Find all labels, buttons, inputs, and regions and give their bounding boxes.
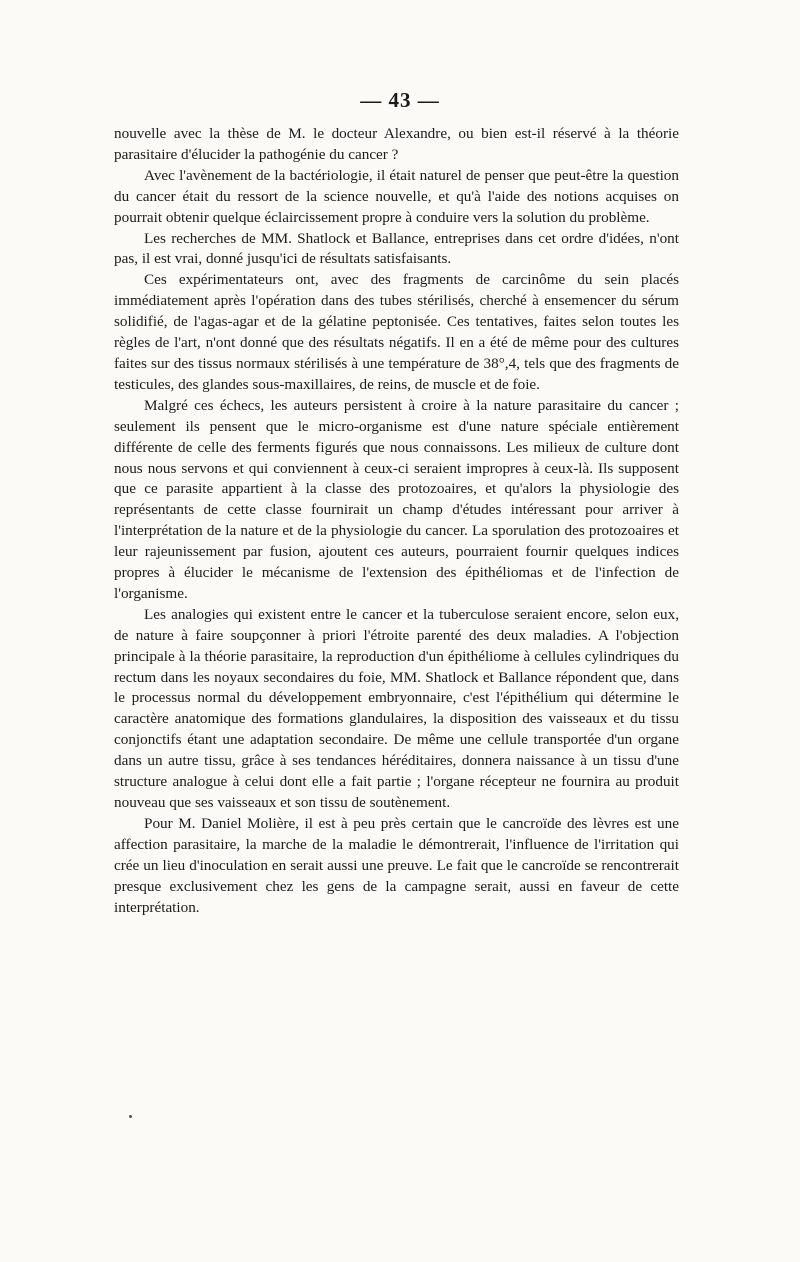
paragraph-continuation: nouvelle avec la thèse de M. le docteur Alexandre, ou bien est-il réservé à la théorie parasitaire d'élucider la pathogénie du cancer ? xyxy=(114,125,679,163)
page-number: — 43 — xyxy=(360,88,440,112)
ink-speck xyxy=(129,1115,132,1118)
paragraph-moliere: Pour M. Daniel Molière, il est à peu près certain que le cancroïde des lèvres est une affection parasitaire, la marche de la maladie le démontrerait, l'influence de l'irritation qui crée un lieu d'inoculation en serait aussi une preuve. Le fait que le cancroïde se rencontrerait presque exclusivement chez les gens de la campagne serait, aussi en faveur de cette interprétation. xyxy=(114,814,679,916)
paragraph-tuberculosis-analogy: Les analogies qui existent entre le cancer et la tuberculose seraient encore, selon eux, de nature à faire soupçonner à priori l'étroite parenté des deux maladies. A l'objection principale à la théorie parasitaire, la reproduction d'un épithéliome à cellules cylindriques du rectum dans les noyaux secondaires du foie, MM. Shatlock et Ballance répondent que, dans le processus normal du développement embryonnaire, c'est l'épithélium qui détermine le caractère anatomique des formations glandulaires, la disposition des vaisseaux et du tissu conjonctifs étant une adaptation secondaire. De même une cellule transportée d'un organe dans un autre tissu, grâce à ses tendances héréditaires, donnera naissance à un tissu d'une structure analogue à celui dont elle a fait partie ; l'organe récepteur ne fournira au produit nouveau que ses vaisseaux et son tissu de soutènement. xyxy=(114,605,679,811)
paragraph-bacteriology: Avec l'avènement de la bactériologie, il était naturel de penser que peut-être la question du cancer était du ressort de la science nouvelle, et qu'à l'aide des notions acquises on pourrait obtenir quelque éclaircissement propre à conduire vers la solution du problème. xyxy=(114,166,679,226)
paragraph-shatlock-ballance: Les recherches de MM. Shatlock et Ballance, entreprises dans cet ordre d'idées, n'ont pas, il est vrai, donné jusqu'ici de résultats satisfaisants. xyxy=(114,229,679,268)
body-text xyxy=(114,124,679,918)
paragraph-protozoa: Malgré ces échecs, les auteurs persistent à croire à la nature parasitaire du cancer ; seulement ils pensent que le micro-organisme est d'une nature spéciale entièrement différente de celle des ferments figurés que nous connaissons. Les milieux de culture dont nous nous servons et qui conviennent à ceux-ci seraient impropres à ceux-là. Ils supposent que ce parasite appartient à la classe des protozoaires, et qu'alors la physiologie des représentants de cette classe fournirait un champ d'études intéressant pour arriver à l'interprétation de la nature et de la physiologie du cancer. La sporulation des protozoaires et leur rajeunissement par fusion, ajoutent ces auteurs, pourraient fournir quelques indices propres à élucider le mécanisme de l'extension des épithéliomas et de l'infection de l'organisme. xyxy=(114,396,679,602)
paragraph-experiments: Ces expérimentateurs ont, avec des fragments de carcinôme du sein placés immédiatement après l'opération dans des tubes stérilisés, cherché à ensemencer du sérum solidifié, de l'agas-agar et de la gélatine peptonisée. Ces tentatives, faites selon toutes les règles de l'art, n'ont donné que des résultats négatifs. Il en a été de même pour des cultures faites sur des tissus normaux stérilisés à une température de 38°,4, tels que des fragments de testicules, des glandes sous-maxillaires, de reins, de muscle et de foie. xyxy=(114,271,679,393)
